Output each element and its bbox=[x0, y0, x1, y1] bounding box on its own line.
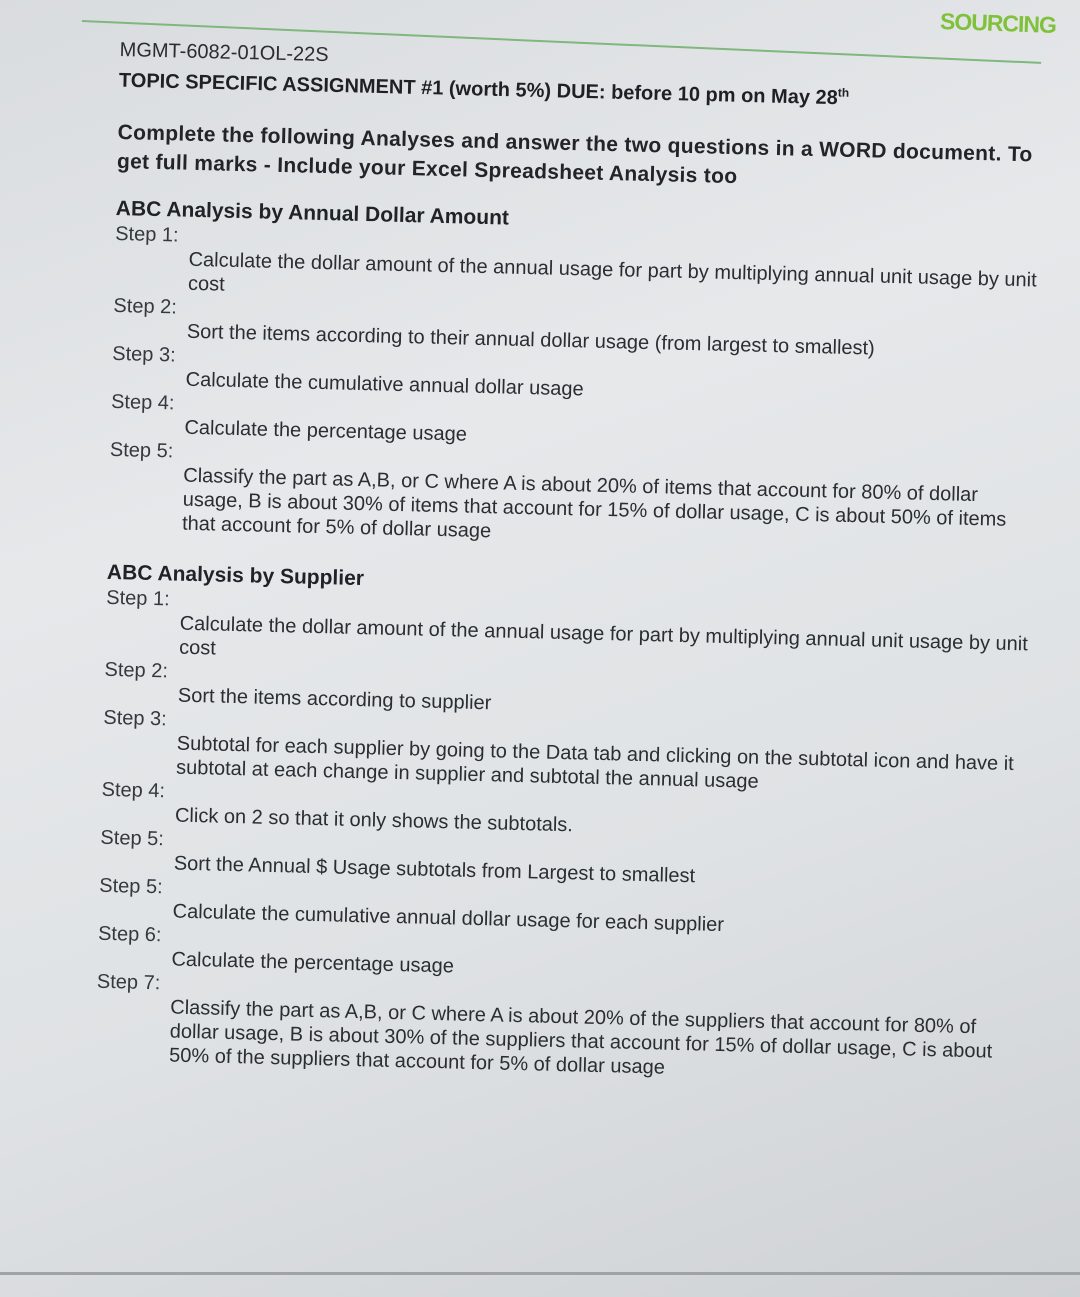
step-label: Step 6: bbox=[97, 922, 162, 946]
screen-bezel-edge bbox=[0, 1272, 1080, 1275]
step-text: Calculate the dollar amount of the annual usage for part by multiplying annual unit usage by unit cost bbox=[187, 248, 1037, 296]
step-text: Sort the items according to their annual dollar usage (from largest to smallest) bbox=[186, 320, 876, 360]
step-label: Step 3: bbox=[103, 706, 168, 730]
step-label: Step 1: bbox=[106, 586, 170, 611]
step-label: Step 7: bbox=[96, 970, 161, 994]
assignment-document bbox=[95, 38, 1050, 1088]
step-label: Step 5: bbox=[100, 826, 165, 850]
step-text: Calculate the cumulative annual dollar usage for each supplier bbox=[172, 900, 725, 936]
section-title: ABC Analysis by Annual Dollar Amount bbox=[115, 196, 510, 230]
assignment-title-text: TOPIC SPECIFIC ASSIGNMENT #1 (worth 5%) DUE: before 10 pm on May 28 bbox=[118, 69, 839, 110]
step-label: Step 2: bbox=[113, 294, 178, 319]
step-label: Step 3: bbox=[112, 342, 176, 367]
step-text: Subtotal for each supplier by going to the Data tab and clicking on the subtotal icon and have it subtotal at each change in supplier and subtotal the annual usage bbox=[175, 732, 1015, 793]
step-label: Step 5: bbox=[99, 874, 163, 898]
step-text: Classify the part as A,B, or C where A is about 20% of items that account for 80% of dollar usage, B is about 30% of items that account for 15% of dollar usage, C is about 50% of items that account for 5% of dollar usage bbox=[181, 464, 1007, 542]
section-abc-dollar bbox=[108, 196, 1046, 557]
sourcing-logo: SOURCING bbox=[939, 7, 1057, 39]
instructions-intro: Complete the following Analyses and answer the two questions in a WORD document. To get full marks - Include your Excel Spreadsheet Analysis too bbox=[116, 120, 1033, 188]
step-label: Step 2: bbox=[104, 658, 169, 683]
step-label: Step 4: bbox=[101, 778, 166, 802]
course-code: MGMT-6082-01OL-22S bbox=[119, 38, 329, 67]
step-text: Calculate the percentage usage bbox=[171, 948, 455, 978]
step-label: Step 5: bbox=[109, 438, 174, 463]
step-text: Sort the Annual $ Usage subtotals from Largest to smallest bbox=[173, 852, 696, 887]
step-text: Click on 2 so that it only shows the subtotals. bbox=[174, 804, 574, 836]
step-text: Calculate the percentage usage bbox=[184, 416, 468, 446]
step-label: Step 4: bbox=[110, 390, 175, 415]
step-text: Classify the part as A,B, or C where A is about 20% of the suppliers that account for 80% of dollar usage, B is about 30% of the suppliers that account for 15% of dollar usage, C is about 50% of the suppliers that account for 5% of dollar usage bbox=[168, 996, 993, 1079]
step-text: Calculate the cumulative annual dollar usage bbox=[185, 368, 584, 401]
step-text: Sort the items according to supplier bbox=[177, 684, 492, 714]
section-title: ABC Analysis by Supplier bbox=[106, 560, 365, 590]
step-text: Calculate the dollar amount of the annual usage for part by multiplying annual unit usage by unit cost bbox=[178, 612, 1029, 660]
section-abc-supplier bbox=[95, 560, 1037, 1089]
date-suffix: th bbox=[837, 85, 850, 100]
step-label: Step 1: bbox=[114, 222, 179, 247]
